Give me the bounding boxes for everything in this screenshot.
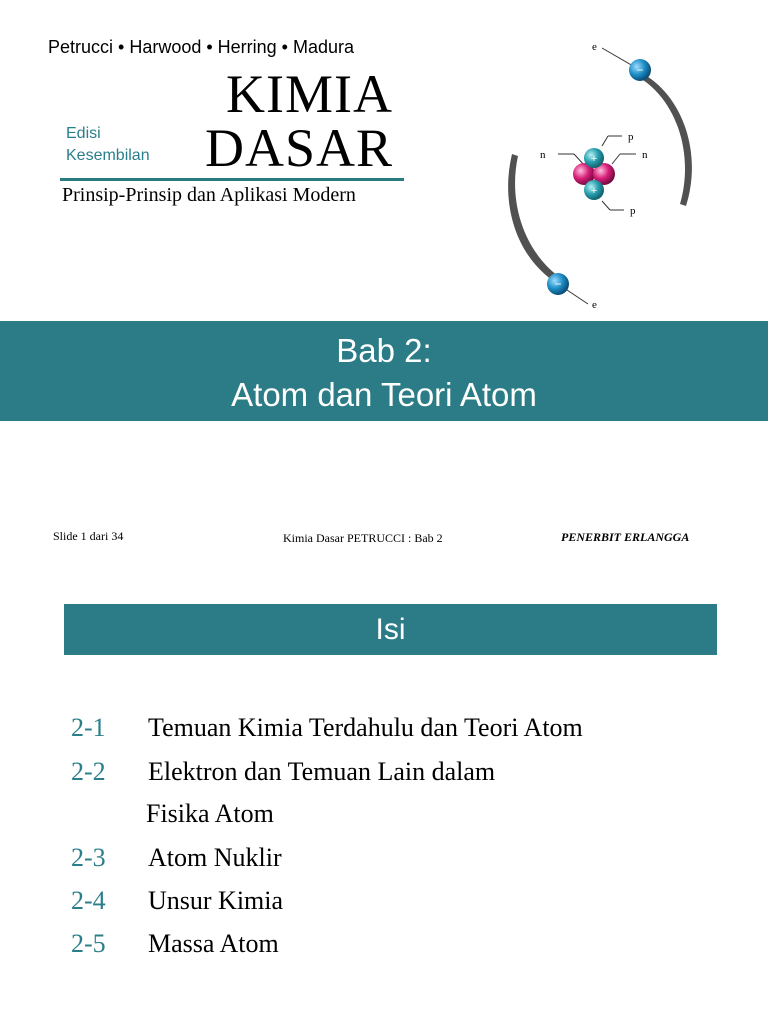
toc-number-5: 2-5	[71, 929, 106, 958]
electron-bottom-label: e	[592, 299, 597, 311]
chapter-title: Atom dan Teori Atom	[231, 376, 537, 413]
orbit-arc-top	[640, 72, 692, 206]
toc-item-2: Elektron dan Temuan Lain dalam	[148, 757, 496, 786]
electron-top-sign: −	[636, 63, 644, 77]
proton-bottom-label: p	[630, 205, 636, 217]
proton-bottom-sign: +	[590, 185, 598, 197]
proton-top-label: p	[628, 131, 634, 143]
neutron-right-label: n	[642, 149, 648, 161]
toc-number-1: 2-1	[71, 713, 106, 742]
edition-line1: Edisi	[66, 125, 101, 142]
electron-bottom-sign: −	[554, 277, 562, 291]
book-title-line1: KIMIA	[226, 64, 393, 124]
edition-line2: Kesembilan	[66, 147, 150, 164]
orbit-arc-bottom	[508, 154, 558, 284]
neutron-left-label: n	[540, 149, 546, 161]
book-subtitle: Prinsip-Prinsip dan Aplikasi Modern	[62, 184, 356, 206]
toc-item-2-continued: Fisika Atom	[146, 799, 274, 828]
toc-item-5: Massa Atom	[148, 929, 279, 958]
electron-bottom	[547, 273, 597, 311]
toc-number-3: 2-3	[71, 843, 106, 872]
publisher-label: PENERBIT ERLANGGA	[561, 530, 690, 544]
slide-counter: Slide 1 dari 34	[53, 529, 124, 543]
electron-top	[592, 41, 651, 81]
nucleus	[573, 148, 615, 200]
edition-label	[66, 123, 150, 167]
contents-heading: Isi	[375, 613, 406, 646]
toc-number-2: 2-2	[71, 757, 106, 786]
toc-item-1: Temuan Kimia Terdahulu dan Teori Atom	[148, 713, 583, 742]
course-label: Kimia Dasar PETRUCCI : Bab 2	[283, 531, 443, 545]
proton-top-sign: +	[590, 153, 598, 165]
title-divider	[60, 178, 404, 181]
toc-item-3: Atom Nuklir	[148, 843, 282, 872]
toc-item-4: Unsur Kimia	[148, 886, 284, 915]
atom-illustration	[490, 36, 720, 320]
chapter-number: Bab 2:	[336, 332, 432, 369]
electron-top-label: e	[592, 41, 597, 53]
book-title-line2: DASAR	[205, 118, 394, 178]
toc-number-4: 2-4	[71, 886, 106, 915]
authors: Petrucci • Harwood • Herring • Madura	[48, 37, 355, 57]
